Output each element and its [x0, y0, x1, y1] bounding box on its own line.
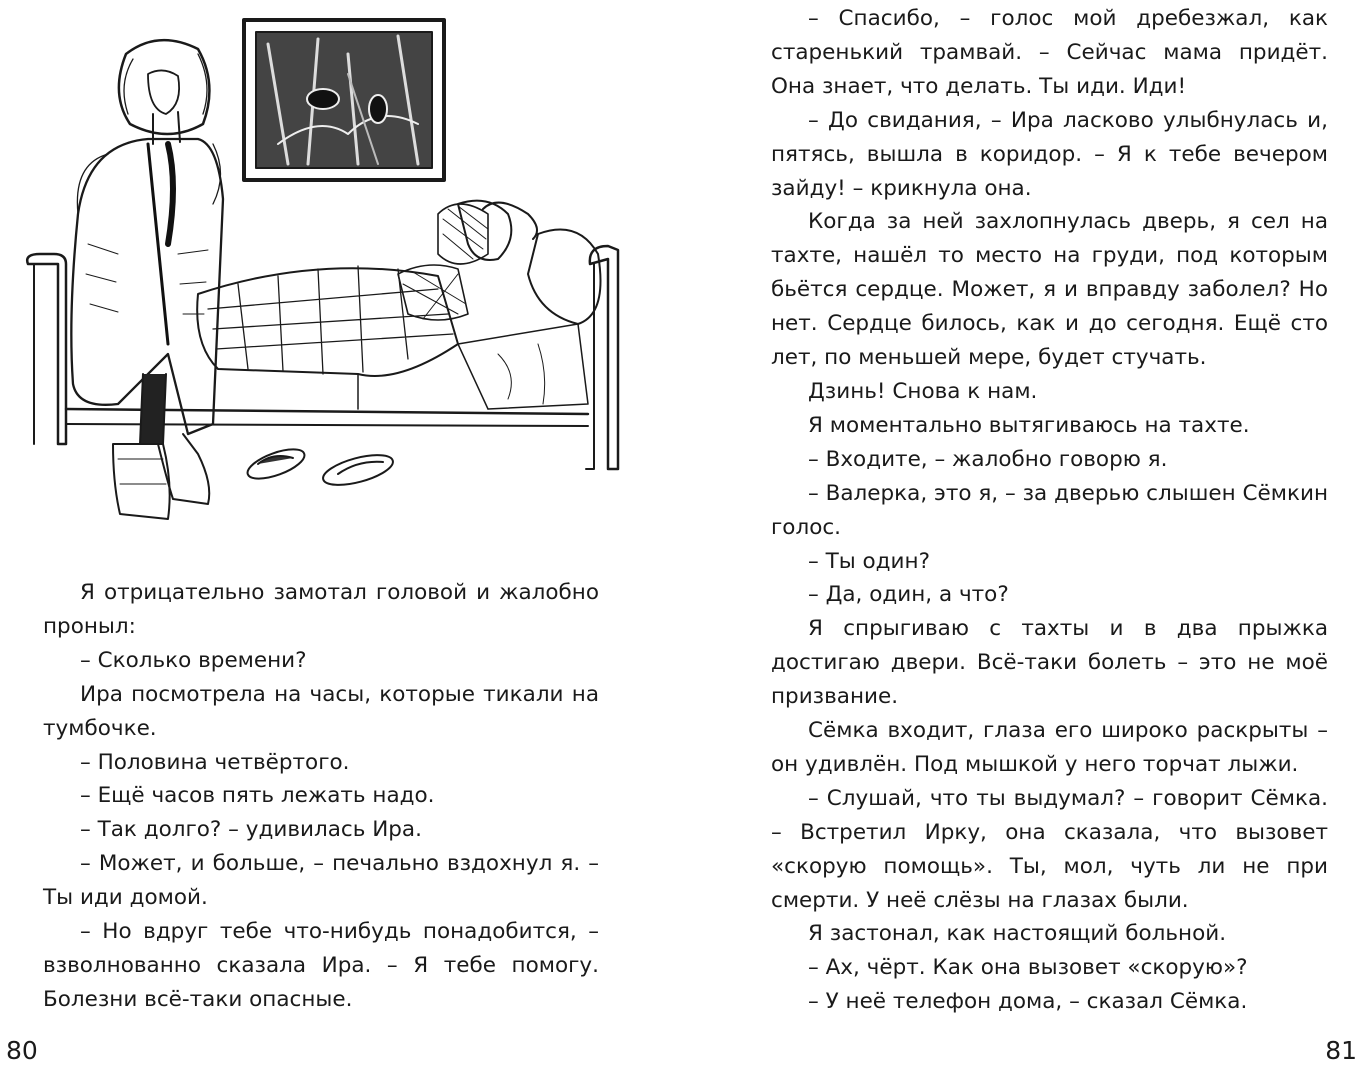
paragraph: Я спрыгиваю с тахты и в два прыжка достигаю двери. Всё-таки болеть – это не моё призвание. [771, 616, 1328, 710]
page-number-right: 81 [1325, 1036, 1357, 1065]
bed [27, 201, 618, 469]
paragraph: – Половина четвёртого. [80, 749, 350, 775]
paragraph: – До свидания, – Ира ласково улыбнулась и, пятясь, вышла в коридор. – Я к тебе вечером зайду! – крикнула она. [771, 107, 1328, 201]
paragraph: Я моментально вытягиваюсь на тахте. [808, 412, 1250, 438]
paragraph: – Так долго? – удивилась Ира. [80, 817, 422, 843]
paragraph: – Валерка, это я, – за дверью слышен Сёмкин голос. [771, 480, 1328, 540]
paragraph: Я отрицательно замотал головой и жалобно проныл: [43, 580, 599, 639]
paragraph: Когда за ней захлопнулась дверь, я сел на тахте, нашёл то место на груди, под которым бьётся сердце. Может, я и вправду заболел? Но нет. Сердце билось, как и до сегодня. Ещё сто лет, по меньшей мере, будет стучать. [771, 209, 1328, 371]
paragraph: – Слушай, что ты выдумал? – говорит Сёмка. – Встретил Ирку, она сказала, что вызовет «скорую помощь». Ты, мол, чуть ли не при смерти. У неё слёзы на глазах были. [771, 785, 1328, 913]
right-page-text [771, 2, 1328, 1019]
left-page-text [43, 576, 599, 1017]
page-number-left: 80 [6, 1036, 38, 1065]
paragraph: Я застонал, как настоящий больной. [808, 921, 1227, 947]
paragraph: – Ах, чёрт. Как она вызовет «скорую»? [808, 955, 1248, 981]
paragraph: Ира посмотрела на часы, которые тикали на тумбочке. [43, 681, 599, 741]
paragraph: – Ты один? [808, 548, 930, 574]
paragraph: – Сколько времени? [80, 647, 307, 673]
right-page [681, 0, 1363, 1072]
paragraph: Сёмка входит, глаза его широко раскрыты – он удивлён. Под мышкой у него торчат лыжи. [771, 718, 1328, 777]
paragraph: – У неё телефон дома, – сказал Сёмка. [808, 989, 1248, 1015]
left-page [0, 0, 681, 1072]
paragraph: – Спасибо, – голос мой дребезжал, как старенький трамвай. – Сейчас мама придёт. Она знает, что делать. Ты иди. Иди! [771, 6, 1328, 99]
paragraph: Дзинь! Снова к нам. [808, 378, 1038, 404]
paragraph: – Да, один, а что? [808, 582, 1009, 608]
illustration [18, 14, 626, 544]
wall-picture [244, 20, 444, 180]
paragraph: – Но вдруг тебе что-нибудь понадобится, – взволнованно сказала Ира. – Я тебе помогу. Болезни всё-таки опасные. [43, 919, 599, 1012]
paragraph: – Ещё часов пять лежать надо. [80, 783, 435, 809]
paragraph: – Может, и больше, – печально вздохнул я. – Ты иди домой. [43, 851, 599, 911]
girl-figure [71, 40, 223, 519]
paragraph: – Входите, – жалобно говорю я. [808, 446, 1168, 472]
slippers [244, 443, 396, 491]
